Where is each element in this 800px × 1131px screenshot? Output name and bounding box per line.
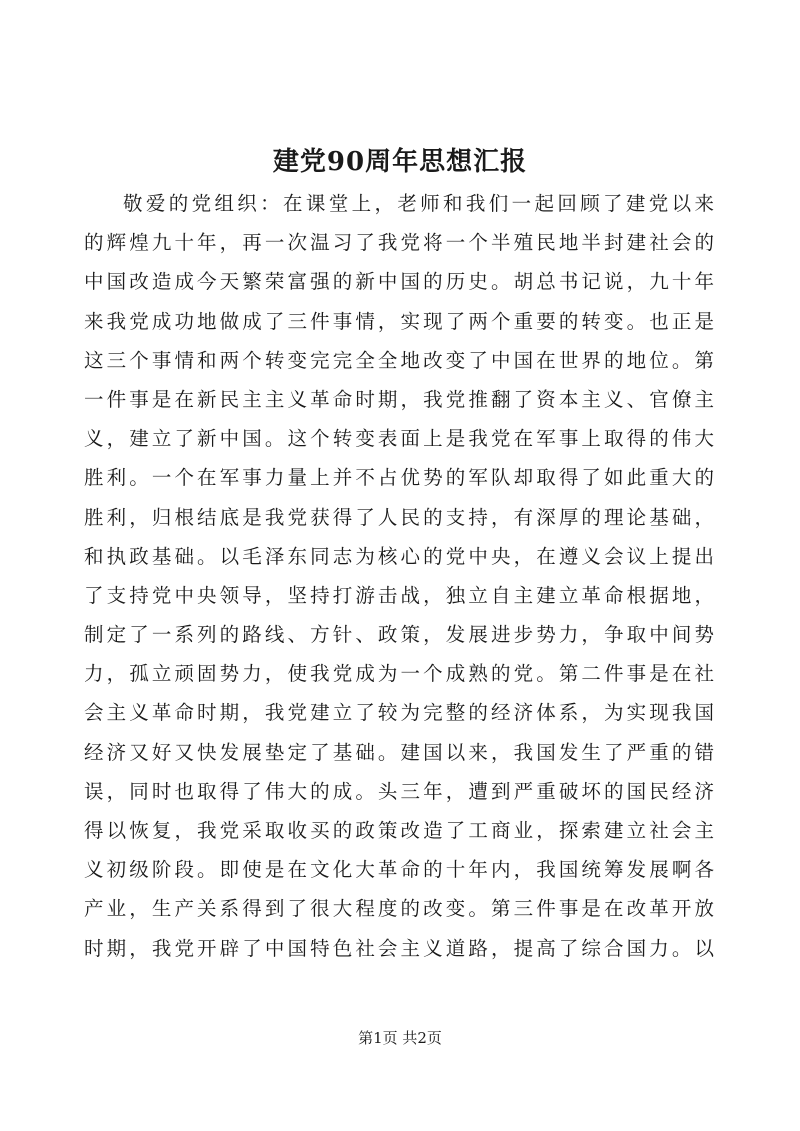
body-line: 胜利，归根结底是我党获得了人民的支持，有深厚的理论基础， [84,505,714,529]
page-title: 建党90周年思想汇报 [272,147,528,177]
document-body [84,184,714,968]
body-line: 来我党成功地做成了三件事情，实现了两个重要的转变。也正是 [84,309,714,333]
body-line: 中国改造成今天繁荣富强的新中国的历史。胡总书记说，九十年 [84,270,714,294]
body-line: 一件事是在新民主主义革命时期，我党推翻了资本主义、官僚主 [84,387,714,411]
body-line: 制定了一系列的路线、方针、政策，发展进步势力，争取中间势 [84,623,714,647]
body-line: 产业，生产关系得到了很大程度的改变。第三件事是在改革开放 [84,897,714,921]
body-line: 经济又好又快发展垫定了基础。建国以来，我国发生了严重的错 [84,740,714,764]
body-line: 的辉煌九十年，再一次温习了我党将一个半殖民地半封建社会的 [84,231,714,255]
body-line: 和执政基础。以毛泽东同志为核心的党中央，在遵义会议上提出 [84,544,714,568]
body-line: 敬爱的党组织：在课堂上，老师和我们一起回顾了建党以来 [123,192,714,215]
page-footer: 第1页 共2页 [358,1029,442,1047]
body-line: 了支持党中央领导，坚持打游击战，独立自主建立革命根据地， [84,583,714,607]
body-line: 时期，我党开辟了中国特色社会主义道路，提高了综合国力。以 [84,936,714,960]
body-line: 得以恢复，我党采取收买的政策改造了工商业，探索建立社会主 [84,819,714,842]
body-line: 力，孤立顽固势力，使我党成为一个成熟的党。第二件事是在社 [84,662,714,686]
body-line: 会主义革命时期，我党建立了较为完整的经济体系，为实现我国 [84,701,714,725]
body-line: 误，同时也取得了伟大的成。头三年，遭到严重破坏的国民经济 [84,779,714,803]
body-line: 义，建立了新中国。这个转变表面上是我党在军事上取得的伟大 [84,427,714,451]
body-line: 义初级阶段。即使是在文化大革命的十年内，我国统筹发展啊各 [84,858,714,882]
body-line: 这三个事情和两个转变完完全全地改变了中国在世界的地位。第 [84,348,714,372]
body-line: 胜利。一个在军事力量上并不占优势的军队却取得了如此重大的 [84,466,714,490]
